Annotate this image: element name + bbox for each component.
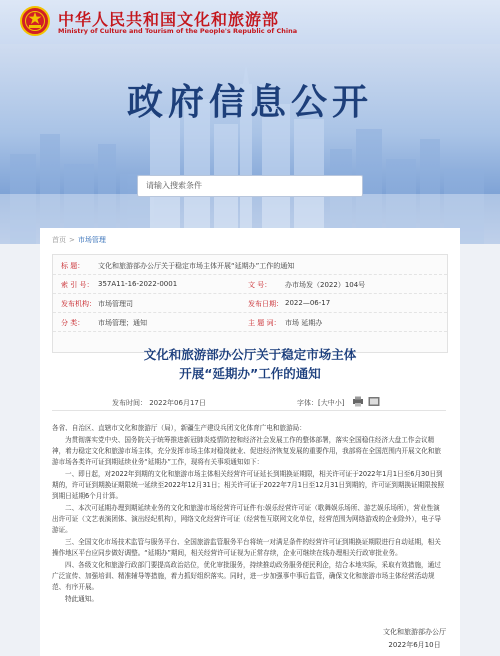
content-panel [40, 228, 460, 656]
site-name-en: Ministry of Culture and Tourism of the People's Republic of China [58, 27, 298, 35]
paragraph-1: 为贯彻落实党中央、国务院关于统筹推进新冠肺炎疫情防控和经济社会发展工作的整体部署，落实全国稳住经济大盘工作会议精神，着力稳定文化和旅游市场主体，充分发挥市场主体对稳岗就业、促进经济恢复发展的重要作用，我部将在全国范围内开展文化和旅游市场各类许可证到期延续业务“延期办”工作，现将有关事项通知如下： [52, 436, 442, 466]
breadcrumb-separator: > [69, 236, 75, 244]
breadcrumb-home[interactable]: 首页 [52, 236, 66, 244]
meta-date-value: 2022—06-17 [285, 299, 331, 307]
signature-block [383, 626, 446, 652]
salutation: 各省、自治区、直辖市文化和旅游厅（局），新疆生产建设兵团文化体育广电和旅游局： [52, 424, 306, 432]
closing: 特此通知。 [65, 595, 98, 603]
meta-row-issuer [53, 293, 447, 313]
meta-title-value: 文化和旅游部办公厅关于稳定市场主体开展“延期办”工作的通知 [98, 262, 295, 270]
publish-time: 发布时间： 2022年06月17日 [112, 399, 206, 407]
meta-index-value: 357A11-16-2022-0001 [98, 280, 178, 288]
meta-topic-value: 市场 延期办 [285, 319, 323, 327]
sign-date: 2022年6月10日 [388, 641, 441, 649]
meta-docno-value: 办市场发（2022）104号 [285, 281, 366, 289]
meta-issuer-value: 市场管理司 [98, 300, 133, 308]
paragraph-4: 三、全国文化市场技术监管与服务平台、全国旅游监管服务平台将统一对满足条件的经营许可证到期换证期限进行自动延期，相关操作地区平台应同步做好调整。“延期办”期间，相关经营许可证视为正常存续，企业可继续在线办理相关行政审批业务。 [52, 538, 441, 557]
font-size-switch[interactable]: 字体：[大中小] [297, 399, 345, 407]
meta-index-label: 索 引 号： [61, 281, 94, 289]
meta-row-title [53, 255, 447, 275]
share-icons [352, 396, 380, 407]
meta-topic-label: 主 题 词： [248, 319, 281, 327]
paragraph-3: 二、本次可延期办理到期延续业务的文化和旅游市场经营许可证件有:娱乐经营许可证（歌舞娱乐场所、游艺娱乐场所），营业性演出许可证（文艺表演团体、演出经纪机构），网络文化经营许可证（经营性互联网文化单位，经营范围为网络游戏的企业除外），电子导游证。 [52, 504, 442, 534]
document-title-line2: 开展“延期办”工作的通知 [179, 366, 321, 381]
hero-banner [0, 44, 500, 244]
search-input[interactable]: 请输入搜索条件 [137, 175, 363, 197]
document-metadata-table [52, 254, 448, 353]
meta-category-value: 市场管理；通知 [98, 319, 147, 327]
breadcrumb-current[interactable]: 市场管理 [77, 236, 106, 244]
meta-row-category [53, 312, 447, 332]
meta-date-label: 发布日期： [248, 300, 283, 308]
print-icon[interactable] [352, 396, 364, 407]
site-name-cn[interactable]: 中华人民共和国文化和旅游部 [58, 10, 280, 29]
national-emblem-icon [20, 6, 50, 36]
document-body [52, 423, 446, 606]
paragraph-5: 四、各级文化和旅游行政部门要提高政治站位，优化审批服务，持续推动政务服务便民利企，结合本地实际，采取有效措施，通过广泛宣传、加强培训、精准辅导等措施，着力抓好组织落实。同时，进一步加强事中事后监管，确保文化和旅游市场主体经营活动规范、有序开展。 [52, 561, 441, 591]
meta-category-label: 分 类： [61, 319, 85, 327]
paragraph-2: 一、即日起，对2022年到期的文化和旅游市场主体相关经营许可证延长到期换证期限，相关许可证于2022年1月1日至6月30日到期的，许可证到期换证期限统一延续至2022年12月31日；相关许可证于2022年7月1日至12月31日到期的，许可证到期换证期限按照到期日延期6个月计算。 [52, 470, 445, 500]
site-header [0, 0, 500, 44]
meta-row-index [53, 274, 447, 294]
meta-docno-label: 文 号： [248, 281, 272, 289]
page-title: 政府信息公开 [126, 82, 373, 123]
document-title-line1: 文化和旅游部办公厅关于稳定市场主体 [143, 347, 357, 362]
breadcrumb [52, 235, 106, 245]
share-icon[interactable] [368, 396, 380, 407]
meta-title-label: 标 题： [61, 262, 85, 270]
meta-issuer-label: 发布机构： [61, 300, 96, 308]
sign-org: 文化和旅游部办公厅 [383, 628, 446, 636]
publish-info-bar [52, 396, 446, 411]
